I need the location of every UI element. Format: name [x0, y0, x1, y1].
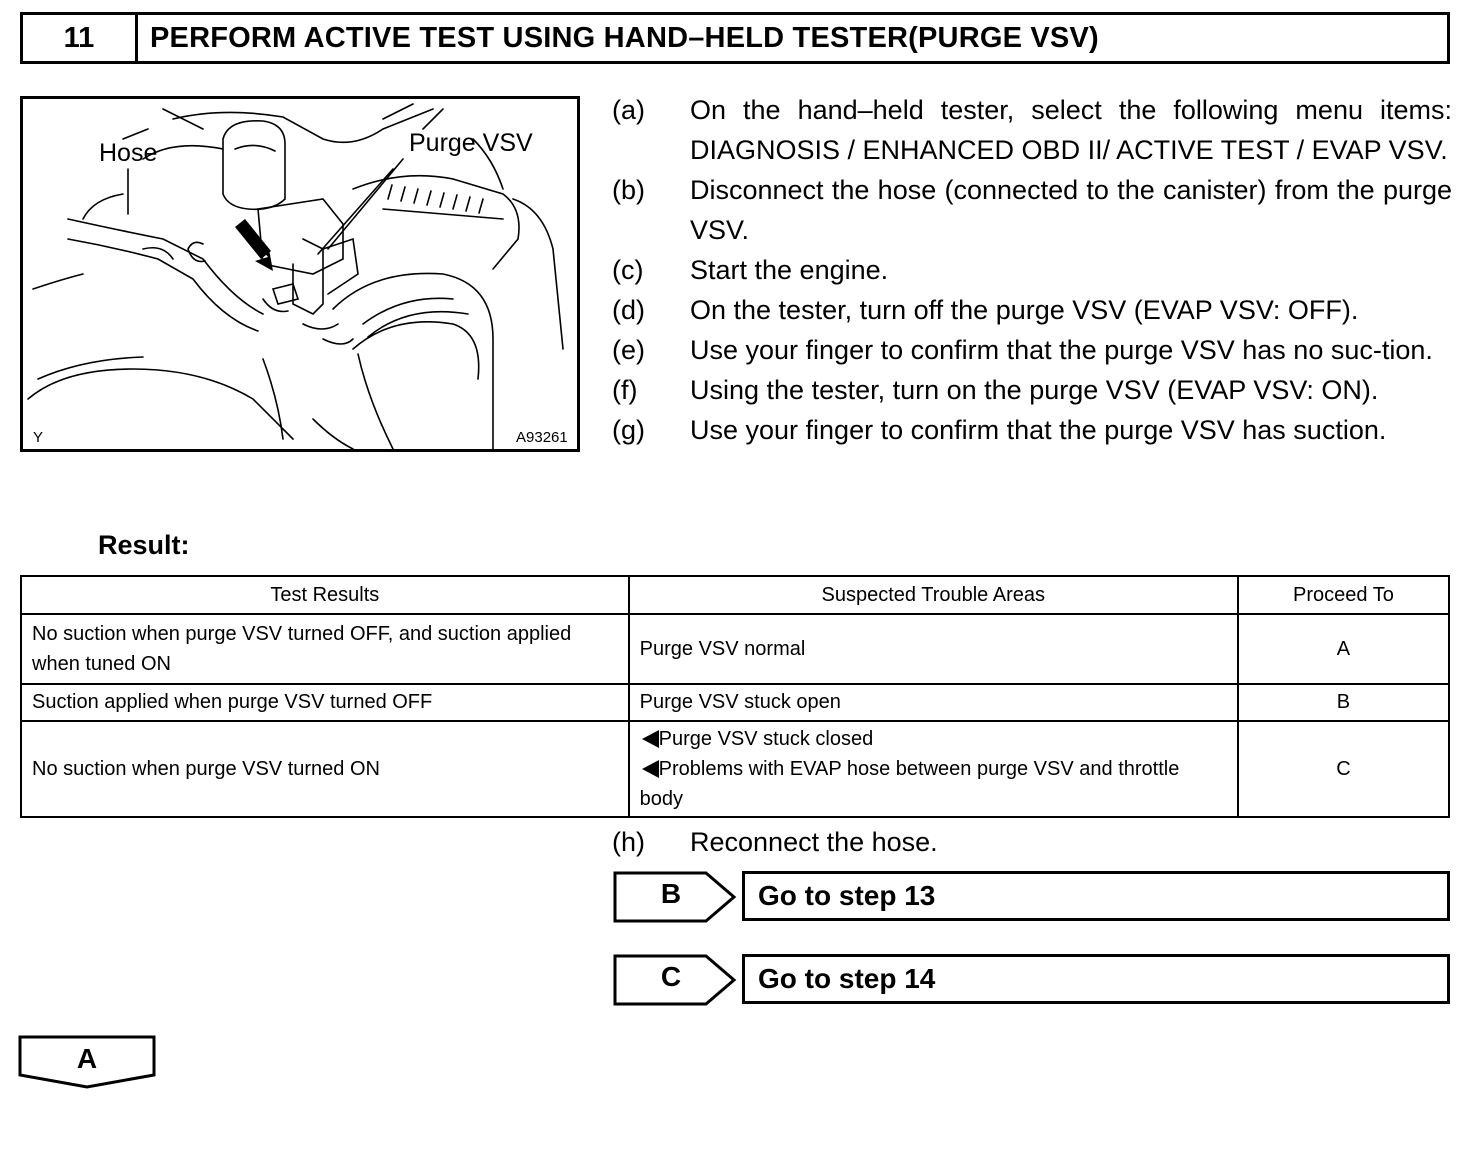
- step-item: [612, 370, 1452, 410]
- purge-vsv-label: Purge VSV: [409, 129, 533, 157]
- area-item-text: Purge VSV stuck closed: [658, 728, 874, 750]
- step-item: [612, 90, 1452, 170]
- area-item: [640, 724, 1227, 754]
- table-header-row: [21, 576, 1449, 614]
- step-header: [20, 12, 1450, 64]
- area-item: [640, 754, 1227, 814]
- header-test-results: Test Results: [21, 576, 629, 614]
- step-number: 11: [23, 15, 138, 61]
- step-label: (c): [612, 255, 644, 285]
- cell-result-text: No suction when purge VSV turned OFF, and suction applied when tuned ON: [32, 623, 572, 675]
- triangle-bullet-icon: [642, 760, 659, 778]
- step-text: Use your finger to confirm that the purge VSV has suction.: [690, 415, 1387, 445]
- step-label: (b): [612, 175, 645, 205]
- engine-illustration: [20, 96, 580, 452]
- cell-result: No suction when purge VSV turned ON: [21, 721, 629, 817]
- header-proceed-to: Proceed To: [1238, 576, 1449, 614]
- step-item: [612, 330, 1452, 370]
- step-label: (f): [612, 375, 638, 405]
- step-text: Start the engine.: [690, 255, 889, 285]
- header-suspected-areas: Suspected Trouble Areas: [629, 576, 1238, 614]
- step-item: [612, 170, 1452, 250]
- instruction-steps: [612, 90, 1452, 450]
- cell-proceed: B: [1238, 684, 1449, 721]
- step-h: [612, 822, 1452, 862]
- result-heading: Result:: [98, 530, 190, 560]
- step-text: Reconnect the hose.: [690, 827, 938, 857]
- step-text: Disconnect the hose (connected to the canister) from the purge VSV.: [690, 175, 1452, 245]
- table-row: [21, 614, 1449, 684]
- cell-area: Purge VSV stuck open: [629, 684, 1238, 721]
- table-row: [21, 684, 1449, 721]
- table-row: [21, 721, 1449, 817]
- goto-c-letter: C: [660, 961, 682, 992]
- step-label: (g): [612, 415, 645, 445]
- step-text: On the hand–held tester, select the following menu items: DIAGNOSIS / ENHANCED OBD II/ ACTIVE TEST / EVAP VSV.: [690, 95, 1452, 165]
- goto-step-13-box: Go to step 13: [742, 871, 1450, 921]
- step-item: [612, 410, 1452, 450]
- step-text: Using the tester, turn on the purge VSV (EVAP VSV: ON).: [690, 375, 1379, 405]
- step-label: (a): [612, 95, 645, 125]
- results-table: [20, 575, 1450, 818]
- step-title: PERFORM ACTIVE TEST USING HAND–HELD TESTER(PURGE VSV): [150, 21, 1099, 54]
- figure-code: A93261: [516, 429, 568, 446]
- cell-area: Purge VSV normal: [629, 614, 1238, 684]
- step-label: (h): [612, 827, 645, 857]
- step-text: Use your finger to confirm that the purge VSV has no suc-tion.: [690, 335, 1433, 365]
- area-item-text: Problems with EVAP hose between purge VSV and throttle body: [639, 758, 1180, 810]
- triangle-bullet-icon: [642, 730, 659, 748]
- cell-proceed: A: [1238, 614, 1449, 684]
- goto-step-14-box: Go to step 14: [742, 954, 1450, 1004]
- next-a-letter: A: [76, 1043, 98, 1074]
- goto-b-letter: B: [660, 878, 682, 909]
- step-item: [612, 250, 1452, 290]
- cell-area: [629, 721, 1238, 817]
- step-item: [612, 822, 1452, 862]
- figure-corner-letter: Y: [33, 429, 44, 446]
- cell-result: Suction applied when purge VSV turned OFF: [21, 684, 629, 721]
- cell-result: [21, 614, 629, 684]
- step-label: (e): [612, 335, 645, 365]
- cell-proceed: C: [1238, 721, 1449, 817]
- step-label: (d): [612, 295, 645, 325]
- step-text: On the tester, turn off the purge VSV (EVAP VSV: OFF).: [690, 295, 1359, 325]
- hose-label: Hose: [99, 139, 158, 167]
- step-item: [612, 290, 1452, 330]
